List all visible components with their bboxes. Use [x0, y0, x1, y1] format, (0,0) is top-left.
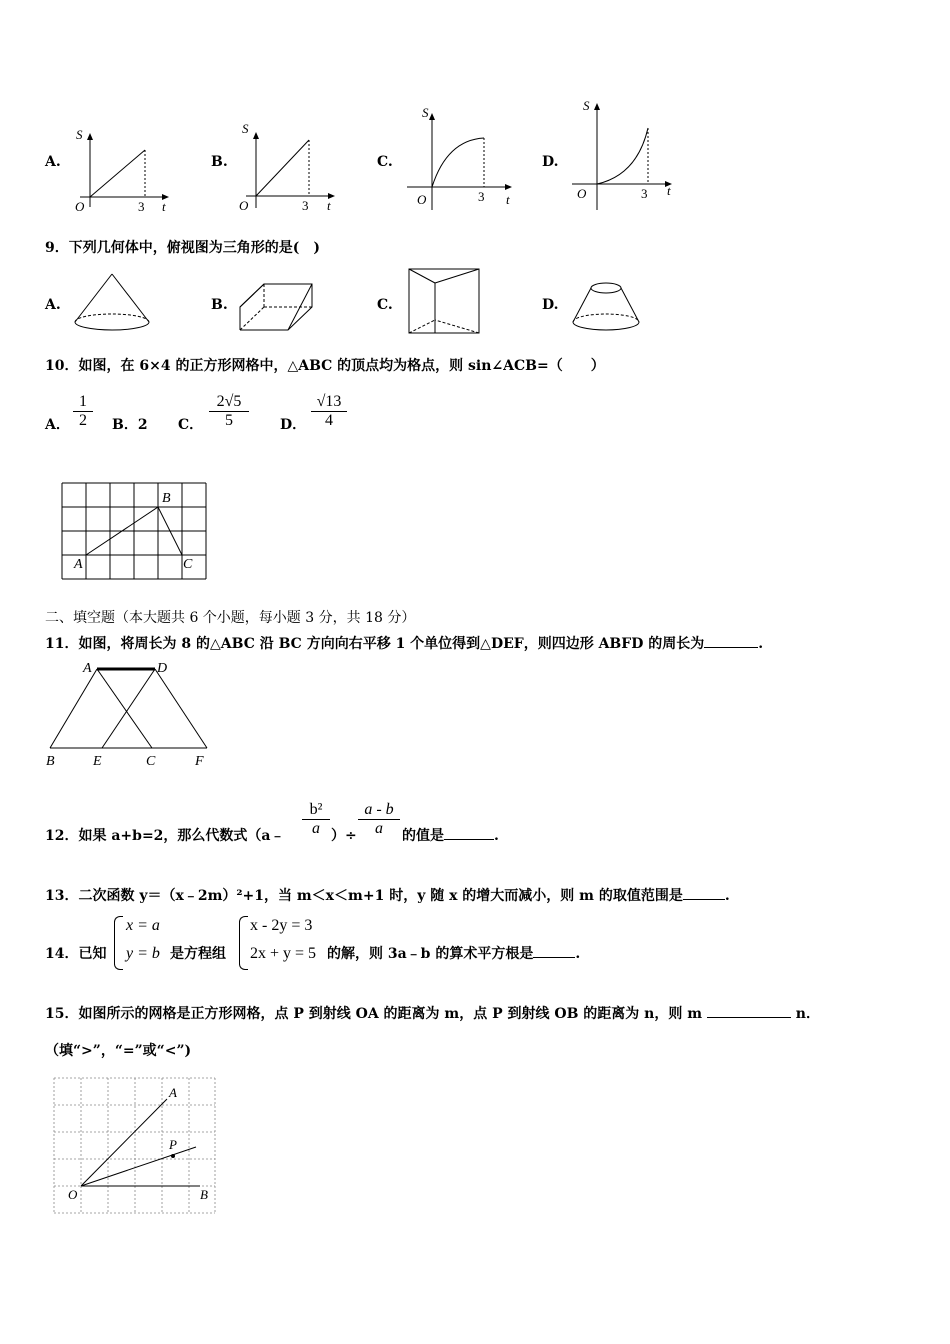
q14-sys1-line1: x = a: [126, 917, 160, 934]
svg-text:3: 3: [641, 186, 648, 201]
svg-text:E: E: [93, 754, 102, 769]
q8-graph-c: [402, 100, 522, 215]
q10-option-b[interactable]: B．2: [112, 417, 148, 433]
q10-option-d-label[interactable]: D．: [280, 417, 307, 433]
q13-question: 13．二次函数 y＝（x﹣2m）²+1，当 m＜x＜m+1 时，y 随 x 的增大而减小，则 m 的取值范围是 .: [45, 888, 730, 904]
svg-text:F: F: [195, 754, 204, 769]
q12-frac-1: b² a: [302, 801, 330, 838]
svg-text:t: t: [162, 199, 166, 214]
svg-text:O: O: [417, 192, 427, 207]
q14-sys2-line1: x - 2y = 3: [250, 917, 313, 934]
svg-text:B: B: [46, 754, 55, 769]
section-2-heading: 二、填空题（本大题共 6 个小题，每小题 3 分，共 18 分）: [45, 610, 416, 626]
q15-grid-figure: [50, 1075, 220, 1217]
q11-question: 11．如图，将周长为 8 的△ABC 沿 BC 方向向右平移 1 个单位得到△DEF，则四边形 ABFD 的周长为 .: [45, 636, 764, 652]
q14-sys2-line2: 2x + y = 5: [250, 945, 317, 962]
q8-option-c-label[interactable]: C.: [377, 154, 393, 170]
q10-option-c-label[interactable]: C．: [178, 417, 204, 433]
q10-grid-figure: [55, 478, 220, 583]
svg-text:D: D: [157, 661, 168, 676]
svg-text:3: 3: [138, 199, 145, 214]
q8-graph-d: [567, 95, 682, 215]
triangular-prism-figure: [405, 265, 485, 337]
q8-graph-b: [236, 118, 346, 218]
q9-option-b-label[interactable]: B.: [211, 297, 228, 313]
point-a-label: A: [74, 557, 83, 572]
q10-frac-d: √13 4: [311, 393, 347, 430]
svg-text:B: B: [200, 1187, 208, 1202]
q12-prefix: 12．如果 a+b=2，那么代数式（a﹣: [45, 828, 285, 844]
svg-text:t: t: [506, 192, 510, 207]
q14-sys1-line2: y = b: [126, 945, 160, 962]
svg-text:A: A: [83, 661, 92, 676]
svg-text:S: S: [242, 121, 249, 136]
svg-text:A: A: [169, 1085, 177, 1100]
q14-prefix: 14．已知: [45, 946, 107, 962]
svg-text:S: S: [422, 105, 429, 120]
q11-figure: [40, 655, 220, 770]
q14-brace-2: [239, 916, 248, 970]
q8-option-b-label[interactable]: B.: [211, 154, 228, 170]
axis-s: S: [76, 127, 83, 142]
q12-frac-2: a - b a: [358, 801, 400, 838]
svg-text:S: S: [583, 98, 590, 113]
svg-text:O: O: [577, 186, 587, 201]
svg-text:3: 3: [478, 189, 485, 204]
q14-mid: 是方程组: [170, 946, 226, 962]
svg-text:O: O: [75, 199, 85, 214]
q14-suffix: 的解，则 3a﹣b 的算术平方根是 .: [327, 946, 581, 962]
q10-option-a-label[interactable]: A．: [45, 417, 70, 433]
svg-text:C: C: [146, 754, 156, 769]
svg-text:3: 3: [302, 198, 309, 213]
q8-option-d-label[interactable]: D.: [542, 154, 559, 170]
point-b-label: B: [162, 491, 171, 506]
svg-text:t: t: [667, 183, 671, 198]
q8-option-a-label[interactable]: A.: [45, 154, 61, 170]
q15-question: 15．如图所示的网格是正方形网格，点 P 到射线 OA 的距离为 m，点 P 到射线 OB 的距离为 n，则 m n．: [45, 1006, 820, 1022]
point-c-label: C: [183, 557, 193, 572]
q15-note: （填“>”，“=”或“<”): [45, 1043, 192, 1059]
q12-suffix: 的值是 .: [402, 828, 499, 844]
q10-frac-a: 1 2: [73, 393, 93, 430]
q9-question: 9．下列几何体中，俯视图为三角形的是( ): [45, 240, 320, 256]
q8-graph-a: [70, 125, 180, 220]
prism-figure: [236, 280, 316, 335]
q9-option-a-label[interactable]: A.: [45, 297, 61, 313]
svg-text:t: t: [327, 198, 331, 213]
q14-brace-1: [114, 916, 123, 970]
frustum-figure: [569, 278, 643, 336]
q10-frac-c: 2√5 5: [209, 393, 249, 430]
q10-question: 10．如图，在 6×4 的正方形网格中，△ABC 的顶点均为格点，则 sin∠ACB=（ ）: [45, 358, 605, 374]
svg-text:O: O: [239, 198, 249, 213]
cone-figure: [70, 270, 155, 335]
q9-option-c-label[interactable]: C.: [377, 297, 393, 313]
q12-mid: ）÷: [331, 828, 357, 844]
q9-option-d-label[interactable]: D.: [542, 297, 559, 313]
svg-text:O: O: [68, 1187, 78, 1202]
svg-text:P: P: [169, 1137, 177, 1152]
